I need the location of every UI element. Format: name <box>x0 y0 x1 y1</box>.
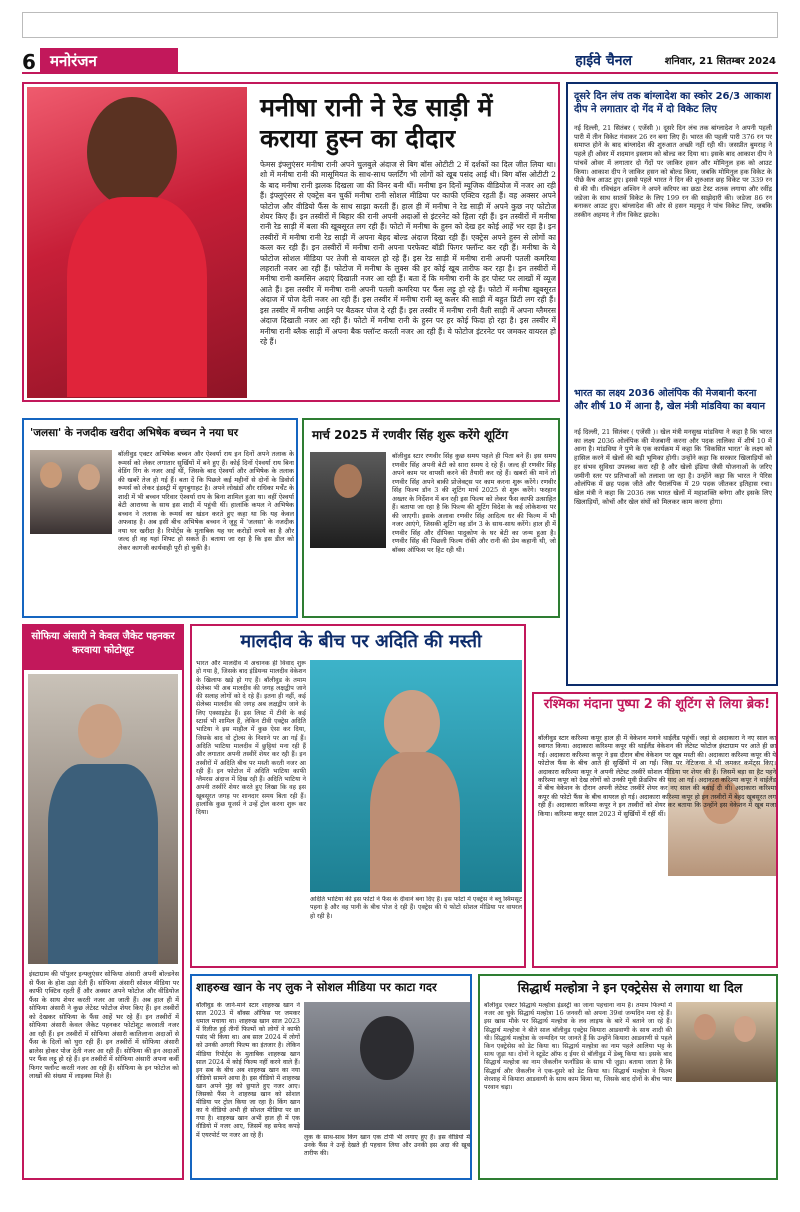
lead-headline: मनीषा रानी ने रेड साड़ी में कराया हुस्न का दीदार <box>260 93 493 153</box>
shahrukh-article <box>190 974 472 1180</box>
olympic-headline: भारत का लक्ष्य 2036 ओलंपिक की मेजबानी करना और शीर्ष 10 में आना है, खेल मंत्री मांडविया का बयान <box>574 388 766 412</box>
siddharth-photo-face2 <box>734 1016 756 1042</box>
siddharth-headline: सिद्धार्थ मल्होत्रा ने इन एक्ट्रेसेस से लगाया था दिल <box>517 980 743 995</box>
lead-article <box>22 82 560 402</box>
olympic-body: नई दिल्ली, 21 सितंबर ( एजेंसी )। खेल मंत्री मनसुख मांडविया ने कहा है कि भारत का लक्ष्य 2036 ओलंपिक की मेजबानी करना और पदक तालिका में शीर्ष 10 में आना है। मांडविया ने पुणे के एक कार्यक्रम में कहा कि 'विकसित भारत' के लक्ष्य को हासिल करने में खेलों की बड़ी भूमिका होगी। उन्होंने कहा कि सरकार खिलाड़ियों को हर संभव सुविधा उपलब्ध करा रही है और खेलो इंडिया जैसी योजनाओं के जरिए जमीनी स्तर पर प्रतिभाओं को तलाशा जा रहा है। उन्होंने कहा कि भारत ने पेरिस ओलंपिक में छह पदक जीते और पैरालंपिक में 29 पदक जीतकर इतिहास रचा। खेल मंत्री ने कहा कि 2036 तक भारत खेलों में महाशक्ति बनेगा और इसके लिए खिलाड़ियों, कोचों और खेल संघों को मिलकर काम करना होगा। <box>574 428 772 506</box>
rashmika-body: बॉलीवुड स्टार करिश्मा कपूर हाल ही में वेकेशन मनाने थाईलैंड पहुंचीं। जहां से अदाकारा ने नए साल का स्वागत किया। अदाकारा करिश्मा कपूर की थाईलैंड वेकेशन की लेटेस्ट फोटोज इंस्टाग्राम पर आते ही छा गईं। अदाकारा करिश्मा कपूर ने इस दौरान बीच वेकेशन पर खूब मस्ती की। अदाकारा करिश्मा कपूर की ये फोटोज फैंस के बीच आते ही सुर्खियों में आ गईं। जिस पर नेटिजन्स ने भी जमकर कमेंट्स किए। अदाकारा करिश्मा कपूर ने अपनी लेटेस्ट तस्वीरें सोशल मीडिया पर शेयर की हैं। जिसमें बड़ा सा हैट पहने करिश्मा कपूर को देख लोगों को उनकी मूवी फ्रेंडशिप की याद आ गई। अदाकारा करिश्मा कपूर ने थाईलैंड में बीच वेकेशन के दौरान अपनी लेटेस्ट तस्वीरें शेयर कर नए साल की बधाई दी थी। अदाकारा करिश्मा कपूर की फोटो फैंस के बीच वायरल हो गई। अदाकारा करिश्मा कपूर हो इन तस्वीरों में बेहद खूबसूरत लग रही हैं। अदाकारा करिश्मा कपूर ने इन तस्वीरों को शेयर कर बताया कि उन्होंने इस वेकेशन में खूब मजा किया। करिश्मा कपूर साल 2023 में सुर्खियों में रहीं थीं। <box>538 734 776 818</box>
cricket-article <box>566 82 778 686</box>
aditi-article <box>190 624 526 968</box>
siddharth-photo <box>676 1002 776 1082</box>
cricket-body: नई दिल्ली, 21 सितंबर ( एजेंसी )। दूसरे दिन लंच तक बांग्लादेश ने अपनी पहली पारी में तीन विकेट गंवाकर 26 रन बना लिए हैं। भारत की पहली पारी 376 रन पर समाप्त होने के बाद बांग्लादेश की शुरुआत अच्छी नहीं रही थी। जसप्रीत बुमराह ने पहले ही ओवर में शदमान इस्लाम को बोल्ड कर दिया था। इसके बाद आकाश दीप ने पांचवें ओवर में लगातार दो गेंदों पर जाकिर हसन और मोमिनुल हक को आउट किया। आकाश दीप ने जाकिर हसन को बोल्ड किया, जबकि मोमिनुल हक विकेट के पीछे कैच आउट हुए। इससे पहले भारत ने दिन की शुरुआत छह विकेट पर 339 रन से की थी। रविचंद्रन अश्विन ने अपने करियर का छठा टेस्ट शतक लगाया और रवींद्र जडेजा के साथ सातवें विकेट के लिए 199 रन की साझेदारी की। जडेजा 86 रन बनाकर आउट हुए। बांग्लादेश की ओर से हसन महमूद ने पांच विकेट लिए, जबकि तस्कीन अहमद ने तीन विकेट झटके। <box>574 124 772 220</box>
sophia-photo-face <box>78 704 122 758</box>
aditi-photo-face <box>384 690 440 756</box>
header-date: शनिवार, 21 सितम्बर 2024 <box>664 56 776 67</box>
ranveer-body: बॉलीवुड स्टार रणवीर सिंह कुछ समय पहले ही पिता बने हैं। इस समय रणवीर सिंह अपनी बेटी को सारा समय दे रहे हैं। जल्द ही रणवीर सिंह अपने काम पर वापसी करने की तैयारी कर रहे हैं। खबरों की मानें तो रणवीर सिंह अपने बाकी प्रोजेक्ट्स पर काम करना शुरू करेंगे। रणवीर सिंह फिल्म डॉन 3 की शूटिंग मार्च 2025 से शुरू करेंगे। फरहान अख्तर के निर्देशन में बन रही इस फिल्म को लेकर फैंस काफी उत्साहित हैं। बताया जा रहा है कि फिल्म की शूटिंग विदेश के कई लोकेशन्स पर की जाएगी। इसके अलावा रणवीर सिंह आदित्य धर की फिल्म में भी नजर आएंगे, जिसकी शूटिंग वह डॉन 3 के साथ-साथ करेंगे। हाल ही में रणवीर सिंह और दीपिका पादुकोण के घर बेटी का जन्म हुआ है। रणवीर सिंह की पिछली फिल्म रॉकी और रानी की प्रेम कहानी थी, जो बॉक्स ऑफिस पर हिट रही थी। <box>392 452 556 554</box>
lead-photo <box>27 87 247 398</box>
aditi-body: भारत और मालदीव में अचानक ही विवाद शुरू हो गया है, जिसके बाद इंडियन्स मालदीव वेकेशन के खिलाफ खड़े हो गए हैं। बॉलीवुड के तमाम सेलेब्स भी अब मालदीव की जगह लक्षद्वीप जाने की सलाह लोगों को दे रहे हैं। इतना ही नहीं, कई सेलेब्स मालदीव की जगह अब लक्षद्वीप जाने के लिए एक्साइटेड हैं। इस लिस्ट में टीवी के कई स्टार्स भी शामिल हैं, लेकिन टीवी एक्ट्रेस अदिति भाटिया ने इस माहौल में कुछ ऐसा कर दिया, जिसके बाद वो ट्रोल्स के निशाने पर आ गई हैं। अदिति भाटिया मालदीव में छुट्टियां मना रही हैं और लगातार अपनी तस्वीरें शेयर कर रही हैं। इन तस्वीरों में अदिति बीच पर मस्ती करती नजर आ रही हैं। इन फोटोज में अदिति भाटिया काफी ग्लैमरस अंदाज में दिख रही हैं। अदिति भाटिया ने अपनी तस्वीरें शेयर करते हुए लिखा कि वह इस खूबसूरत जगह पर शानदार समय बिता रही हैं। हालांकि कुछ यूजर्स ने उन्हें ट्रोल करना शुरू कर दिया। <box>196 660 306 817</box>
shahrukh-headline: शाहरुख खान के नए लुक ने सोशल मीडिया पर काटा गदर <box>196 980 437 994</box>
siddharth-photo-face1 <box>694 1014 716 1040</box>
sophia-article <box>22 624 184 1180</box>
rashmika-article <box>532 692 778 968</box>
brand-name: हाईवे चैनल <box>575 53 632 69</box>
ranveer-photo <box>310 452 386 548</box>
aditi-body2: अदिति भाटिया की इस फोटो ने फैंस के दीवाने बना दिए हैं। इस फोटो में एक्ट्रेस ने ब्लू स्विमसूट पहना है और वह पानी के बीच पोज दे रही हैं। एक्ट्रेस की ये फोटो सोशल मीडिया पर वायरल हो रही है। <box>310 896 522 920</box>
aditi-photo <box>310 660 522 892</box>
section-label: मनोरंजन <box>40 48 178 72</box>
sophia-photo-jacket <box>48 764 158 964</box>
sophia-headline: सोफिया अंसारी ने केवल जैकेट पहनकर करवाया फोटोशूट <box>24 626 182 670</box>
ranveer-photo-face <box>334 464 362 498</box>
abhishek-article <box>22 418 298 618</box>
shahrukh-body2: लुक के साथ-साथ किंग खान एक टोपी भी लगाए हुए हैं। इस वीडियो में उनके फैंस ने उन्हें देखते ही पहचान लिया और उनकी इस अदा की खूब तारीफ की। <box>304 1134 470 1158</box>
aditi-headline: मालदीव के बीच पर अदिति की मस्ती <box>240 631 482 652</box>
abhishek-headline: 'जलसा' के नजदीक खरीदा अभिषेक बच्चन ने नया घर <box>30 427 239 439</box>
sophia-body: इंस्टाग्राम की पॉपुलर इन्फ्लुएंसर सोफिया अंसारी अपनी बोल्डनेस से फैंस के होश उड़ा देती हैं। सोफिया अंसारी सोशल मीडिया पर काफी एक्टिव रहती हैं और अक्सर अपने फोटोज और वीडियोज फैंस के साथ शेयर करती नजर आ जाती हैं। अब हाल ही में सोफिया अंसारी ने कुछ लेटेस्ट फोटोज शेयर किए हैं। इन तस्वीरों को देखकर सोफिया के फैंस आहें भर रहे हैं। इन तस्वीरों में सोफिया अंसारी केवल जैकेट पहनकर फोटोशूट करवाती नजर आ रही हैं। इन तस्वीरों में सोफिया अंसारी कातिलाना अदाओं से फैंस के दिलों को घुरा रही हैं। इन तस्वीरों में सोफिया अंसारी ब्रालेस होकर पोज देती नजर आ रही हैं। सोफिया की इन अदाओं पर फैंस लट्टू हो रहे हैं। इन तस्वीरों में सोफिया अंसारी अपना कर्वी फिगर फ्लॉन्ट करती नजर आ रही हैं। सोफिया के इन फोटोज को लाखों की संख्या में लाइक्स मिले हैं। <box>29 970 179 1080</box>
shahrukh-photo <box>304 1002 470 1130</box>
abhishek-body: बॉलीवुड एक्टर अभिषेक बच्चन और ऐश्वर्या राय इन दिनों अपने तलाक के रूमर्स को लेकर लगातार सुर्खियों में बने हुए हैं। कोई दिनों ऐश्वर्या राय बिना वेडिंग रिंग के नजर आईं थीं, जिसके बाद ऐश्वर्या और अभिषेक के तलाक की खबरें तेज हो गई हैं। बता दें कि पिछले कई महीनों से दोनों के डिवोर्स रूमर्स को लेकर इंडस्ट्री में सुगबुगाहट है। अपने लोखंडों और राधिका मर्चेंट के शादी में भी बच्चन परिवार ऐश्वर्या राय के बिना शामिल हुआ था। वहीं ऐश्वर्या बेटी आराध्या के साथ इस शादी में पहुंची थीं। हालांकि कपल ने अभिषेक बच्चन ने तलाक के रूमर्स का खंडन करते हुए कहा था कि यह केवल अफवाह है। अब इसी बीच अभिषेक बच्चन ने जुहू में 'जलसा' के नजदीक नया घर खरीदा है। रिपोर्ट्स के मुताबिक यह घर करोड़ों रुपये का है और जल्द ही वह यहां शिफ्ट हो सकते हैं। बताया जा रहा है कि इस डील को लेकर कागजी कार्यवाही पूरी हो चुकी है। <box>118 450 294 552</box>
lead-photo-figure <box>87 97 177 207</box>
siddharth-article <box>478 974 778 1180</box>
rashmika-headline: रश्मिका मंदाना पुष्पा 2 की शूटिंग से लिया ब्रेक! <box>543 697 771 712</box>
sophia-photo <box>28 674 178 964</box>
shahrukh-photo-hood <box>360 1016 414 1080</box>
cricket-headline: दूसरे दिन लंच तक बांग्लादेश का स्कोर 26/3 आकाश दीप ने लगातार दो गेंद में दो विकेट लिए <box>574 91 771 115</box>
shahrukh-body: बॉलीवुड के जाने-माने स्टार शाहरुख खान ने साल 2023 में बॉक्स ऑफिस पर जमकर धमाल मचाया था। शाहरुख खान साल 2023 में रिलीज हुई तीनों फिल्मों को लोगों ने काफी पसंद भी किया था। अब साल 2024 में लोगों को उनकी अगली फिल्म का इंतजार है। लेकिन मीडिया रिपोर्ट्स के मुताबिक शाहरुख खान साल 2024 में कोई फिल्म नहीं करने वाले हैं। इन सब के बीच अब शाहरुख खान का नया वीडियो सामने आया है। इस वीडियो में शाहरुख खान अपने मुंह को छुपाते हुए नजर आए। जिसको फैंस ने शाहरुख खान को सोशल मीडिया पर ट्रोल किया जा रहा है। किंग खान का ये वीडियो अभी ही सोशल मीडिया पर छा गया है। शाहरुख खान अभी हाल ही में एक वीडियो में नजर आए, जिसमें वह सफेद कपड़े में एयरपोर्ट पर नजर आ रहे हैं। <box>196 1002 300 1139</box>
aditi-photo-body <box>370 752 460 892</box>
top-ad-strip <box>22 12 778 38</box>
ranveer-article <box>302 418 560 618</box>
siddharth-body: बॉलीवुड एक्टर सिद्धार्थ मल्होत्रा इंडस्ट्री का जाना पहचाना नाम है। तमाम फिल्मों में नजर आ चुके सिद्धार्थ मल्होत्रा 16 जनवरी को अपना 39वां जन्मदिन मना रहे हैं। इस खास मौके पर सिद्धार्थ मल्होत्रा के लव लाइफ के बारे में बताने जा रहे हैं। सिद्धार्थ मल्होत्रा ने बीते साल बॉलीवुड एक्ट्रेस कियारा आडवाणी के साथ शादी की थी। सिद्धार्थ मल्होत्रा के जन्मदिन पर जानते हैं कि उन्होंने कियारा आडवाणी से पहले किन एक्ट्रेसेस को डेट किया था। सिद्धार्थ मल्होत्रा का नाम पहले आलिया भट्ट के साथ जुड़ा था। दोनों ने स्टूडेंट ऑफ द ईयर से बॉलीवुड में डेब्यू किया था। इसके बाद सिद्धार्थ मल्होत्रा का नाम जैकलीन फर्नांडिस के साथ भी जुड़ा। बताया जाता है कि सिद्धार्थ और जैकलीन ने एक-दूसरे को डेट किया था। सिद्धार्थ मल्होत्रा ने फिल्म शेरशाह में कियारा आडवाणी के साथ काम किया था, जिसके बाद दोनों के बीच प्यार परवान चढ़ा। <box>484 1002 672 1092</box>
lead-photo-dress <box>67 197 207 397</box>
page-header <box>22 48 778 74</box>
lead-body: फेमस इंफ्लुएंसर मनीषा रानी अपने चुलबुले अंदाज से बिग बॉस ओटीटी 2 में दर्शकों का दिल जीत लिया था। शो में मनीषा रानी की मासूमियत के साथ-साथ फ्लर्टिंग भी लोगों को खूब पसंद आई थी। बिग बॉस ओटीटी 2 के बाद मनीषा रानी झलक दिखला जा की विनर बनी थीं। मनीषा इन दिनों म्यूजिक वीडियोज में नजर आ रही हैं। इंफ्लुएंसर से एक्ट्रेस बन चुकीं मनीषा रानी सोशल मीडिया पर काफी एक्टिव रहती हैं। वह अक्सर अपने फोटोज और वीडियो फैंस के साथ साझा करती हैं। हाल ही में मनीषा ने रेड साड़ी में अपने कुछ नए फोटोज शेयर किए हैं। इन तस्वीरों में बिहार की रानी अपनी अदाओं से इंटरनेट को हिला रही हैं। इन तस्वीरों में मनीषा रानी रेड साड़ी में बला की खूबसूरत लग रही हैं। फोटो में मनीषा के हुस्न को देख हर कोई आहें भर रहा है। इन तस्वीरों में मनीषा रानी रेड साड़ी में अपना बेहद बोल्ड अंदाज दिखा रही हैं। एक्ट्रेस अपने हुस्न से लोगों का कत्ल कर रही हैं। इन तस्वीरों में मनीषा रानी अपना परफेक्ट बॉडी फिगर फ्लॉन्ट कर रही हैं। मनीषा के ये फोटोज सोशल मीडिया पर तेजी से वायरल हो रहे हैं। इस रेड साड़ी में मनीषा रानी अपनी पतली कमरिया लहराती नजर आ रही हैं। फोटोज में मनीषा के लुक्स की हर कोई खूब तारीफ कर रहा है। इन तस्वीरों में मनीषा रानी कमसिन अदाएं दिखाती नजर आ रही हैं। बता दें कि मनीषा रानी के हर पोस्ट पर लाखों में व्यूज आते हैं। इस तस्वीर में मनीषा रानी अपनी पतली कमरिया पर फैंस लट्टू हो रहे हैं। फोटो में मनीषा खूबसूरत अंदाज में पोज देती नजर आ रही हैं। इस तस्वीर में मनीषा रानी ब्लू कलर की साड़ी में बहुत प्रिटी लग रही हैं। इस तस्वीर में मनीषा आईने पर बैठकर पोज दे रही हैं। इस तस्वीर में मनीषा रानी वैली साड़ी में अपना ग्लैमरस अंदाज दिखाती नजर आ रही हैं। फोटो में मनीषा रानी के हुस्न पर हर कोई फिदा हो रहा है। इस तस्वीर में मनीषा रानी ब्लैक साड़ी में अपना बैक फ्लॉन्ट करती नजर आ रही हैं। ये फोटोज इंटरनेट पर जमकर वायरल हो रहे हैं। <box>260 160 556 346</box>
ranveer-headline: मार्च 2025 में रणवीर सिंह शुरू करेंगे शूटिंग <box>312 428 509 442</box>
page-number: 6 <box>22 50 36 74</box>
